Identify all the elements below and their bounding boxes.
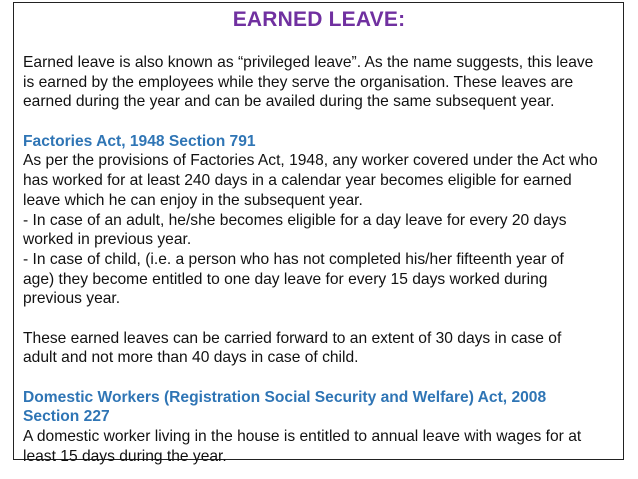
factories-line: age) they become entitled to one day leave for every 15 days worked during bbox=[23, 270, 548, 288]
spacer bbox=[23, 112, 623, 132]
page-title: EARNED LEAVE: bbox=[232, 8, 406, 31]
factories-line: - In case of child, (i.e. a person who has not completed his/her fifteenth year of bbox=[23, 250, 564, 268]
intro-line: Earned leave is also known as “privileged leave”. As the name suggests, this leave bbox=[23, 54, 594, 71]
factories-line: - In case of an adult, he/she becomes eligible for a day leave for every 20 days bbox=[23, 211, 567, 229]
domestic-line: A domestic worker living in the house is entitled to annual leave with wages for at bbox=[23, 428, 582, 446]
carry-forward-line: adult and not more than 40 days in case of child. bbox=[23, 349, 359, 367]
factories-line: worked in previous year. bbox=[23, 231, 192, 249]
factories-act-heading: Factories Act, 1948 Section 791 bbox=[23, 132, 256, 150]
factories-line: previous year. bbox=[23, 290, 121, 308]
spacer bbox=[23, 368, 623, 388]
intro-line: is earned by the employees while they serve the organisation. These leaves are bbox=[23, 73, 574, 91]
intro-line: earned during the year and can be availed during the same subsequent year. bbox=[23, 93, 555, 111]
spacer bbox=[23, 309, 623, 329]
factories-line: leave which he can enjoy in the subsequent year. bbox=[23, 191, 363, 209]
domestic-line: least 15 days during the year. bbox=[23, 447, 227, 465]
factories-line: As per the provisions of Factories Act, 1948, any worker covered under the Act who bbox=[23, 152, 598, 170]
domestic-act-section: Section 227 bbox=[23, 408, 110, 426]
carry-forward-line: These earned leaves can be carried forward to an extent of 30 days in case of bbox=[23, 329, 562, 347]
content-body bbox=[23, 53, 623, 466]
factories-line: has worked for at least 240 days in a calendar year becomes eligible for earned bbox=[23, 172, 572, 190]
domestic-act-heading: Domestic Workers (Registration Social Security and Welfare) Act, 2008 bbox=[23, 388, 547, 406]
